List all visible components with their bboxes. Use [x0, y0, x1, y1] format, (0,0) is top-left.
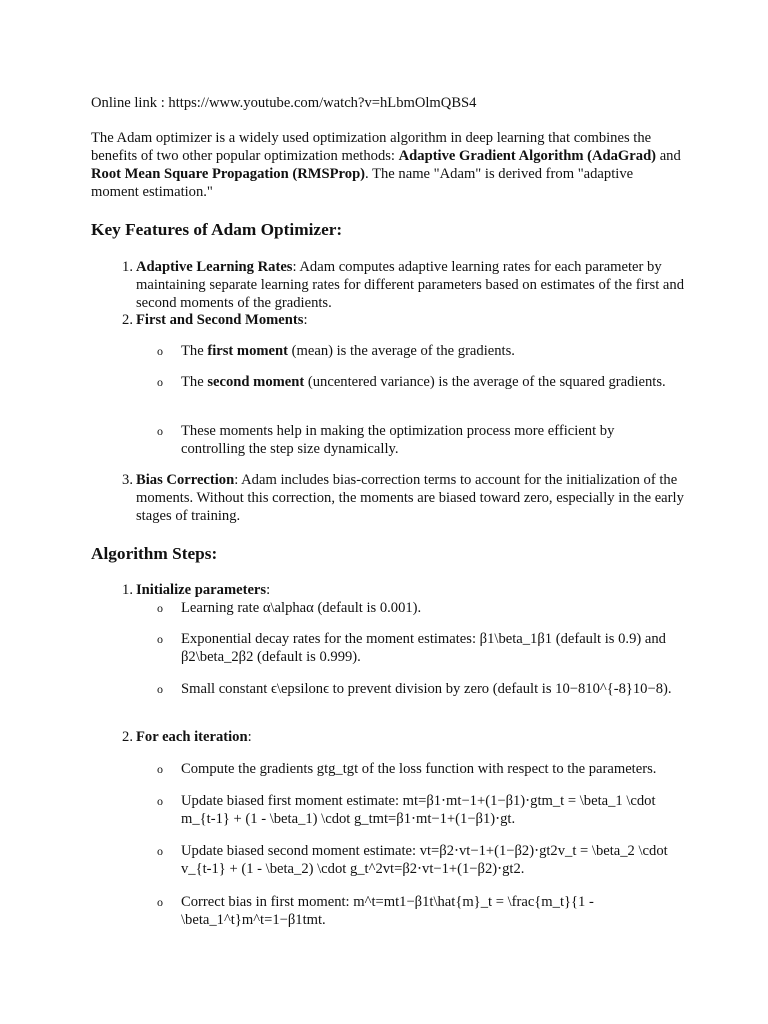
bullet-marker: o	[157, 375, 163, 389]
intro-bold-adagrad: Adaptive Gradient Algorithm (AdaGrad)	[398, 148, 657, 164]
moment-bullet-1-post: (mean) is the average of the gradients.	[288, 343, 515, 359]
bullet-marker: o	[157, 762, 163, 776]
bullet-marker: o	[157, 682, 163, 696]
steps-heading: Algorithm Steps:	[91, 544, 218, 563]
step-1-title: Initialize parameters	[136, 582, 267, 598]
iter-bullet-1: Compute the gradients gtg_tgt of the loss function with respect to the parameters.	[181, 761, 657, 777]
moment-bullet-1-bold: first moment	[207, 343, 288, 359]
feature-2-number: 2.	[122, 312, 133, 328]
feature-1	[136, 258, 684, 312]
iter-bullet-2: Update biased first moment estimate: mt=β1⋅mt−1+(1−β1)⋅gtm_t = \beta_1 \cdot m_{t-1} + (1 - \beta_1) \cdot g_tmt=β1⋅mt−1+(1−β1)⋅gt.	[181, 793, 656, 827]
step-1-number: 1.	[122, 582, 133, 598]
intro-paragraph	[91, 129, 681, 201]
intro-text-2: and	[656, 148, 681, 164]
iter-bullet-4: Correct bias in first moment: m^t=mt1−β1t\hat{m}_t = \frac{m_t}{1 - \beta_1^t}m^t=1−β1tmt.	[181, 894, 594, 928]
iter-bullet-3: Update biased second moment estimate: vt=β2⋅vt−1+(1−β2)⋅gt2v_t = \beta_2 \cdot v_{t-1} + (1 - \beta_2) \cdot g_t^2vt=β2⋅vt−1+(1−β2)⋅gt2.	[181, 843, 668, 877]
moment-bullet-2-pre: The	[181, 374, 208, 390]
feature-2	[136, 311, 684, 329]
feature-1-title: Adaptive Learning Rates	[136, 259, 293, 275]
bullet-marker: o	[157, 632, 163, 646]
feature-2-text: :	[303, 312, 308, 328]
moment-bullet-2	[181, 373, 681, 391]
moment-bullet-2-post: (uncentered variance) is the average of the squared gradients.	[304, 374, 666, 390]
moment-bullet-3: These moments help in making the optimization process more efficient by controlling the step size dynamically.	[181, 423, 615, 457]
feature-1-number: 1.	[122, 259, 133, 275]
init-bullet-1: Learning rate α\alphaα (default is 0.001).	[181, 600, 422, 616]
moment-bullet-2-bold: second moment	[207, 374, 305, 390]
moment-bullet-1	[181, 342, 681, 360]
feature-2-title: First and Second Moments	[136, 312, 304, 328]
step-2-number: 2.	[122, 729, 133, 745]
init-bullet-3: Small constant ϵ\epsilonϵ to prevent division by zero (default is 10−810^{-8}10−8).	[181, 681, 672, 697]
step-2	[136, 728, 684, 746]
online-link[interactable]: Online link : https://www.youtube.com/watch?v=hLbmOlmQBS4	[91, 95, 477, 111]
step-2-text: :	[247, 729, 252, 745]
step-1	[136, 581, 684, 599]
bullet-marker: o	[157, 895, 163, 909]
bullet-marker: o	[157, 601, 163, 615]
feature-1-text: : Adam computes adaptive learning rates for each parameter by maintaining separate learning rates for different parameters based on estimates of the first and second moments of the gradients.	[136, 259, 684, 311]
bullet-marker: o	[157, 794, 163, 808]
bullet-marker: o	[157, 424, 163, 438]
intro-text-3: . The name "Adam" is derived from "adaptive moment estimation."	[91, 166, 634, 200]
feature-3-number: 3.	[122, 472, 133, 488]
feature-3	[136, 471, 684, 525]
intro-bold-rmsprop: Root Mean Square Propagation (RMSProp)	[91, 166, 366, 182]
feature-3-title: Bias Correction	[136, 472, 235, 488]
features-heading: Key Features of Adam Optimizer:	[91, 220, 343, 239]
bullet-marker: o	[157, 344, 163, 358]
init-bullet-2: Exponential decay rates for the moment estimates: β1\beta_1β1 (default is 0.9) and β2\beta_2β2 (default is 0.999).	[181, 631, 666, 665]
step-2-title: For each iteration	[136, 729, 248, 745]
feature-3-text: : Adam includes bias-correction terms to account for the initialization of the moments. Without this correction, the moments are biased toward zero, especially in the early stages of training.	[136, 472, 684, 524]
intro-text-1: The Adam optimizer is a widely used optimization algorithm in deep learning that combines the benefits of two other popular optimization methods:	[91, 130, 652, 164]
moment-bullet-1-pre: The	[181, 343, 208, 359]
step-1-text: :	[266, 582, 271, 598]
bullet-marker: o	[157, 844, 163, 858]
